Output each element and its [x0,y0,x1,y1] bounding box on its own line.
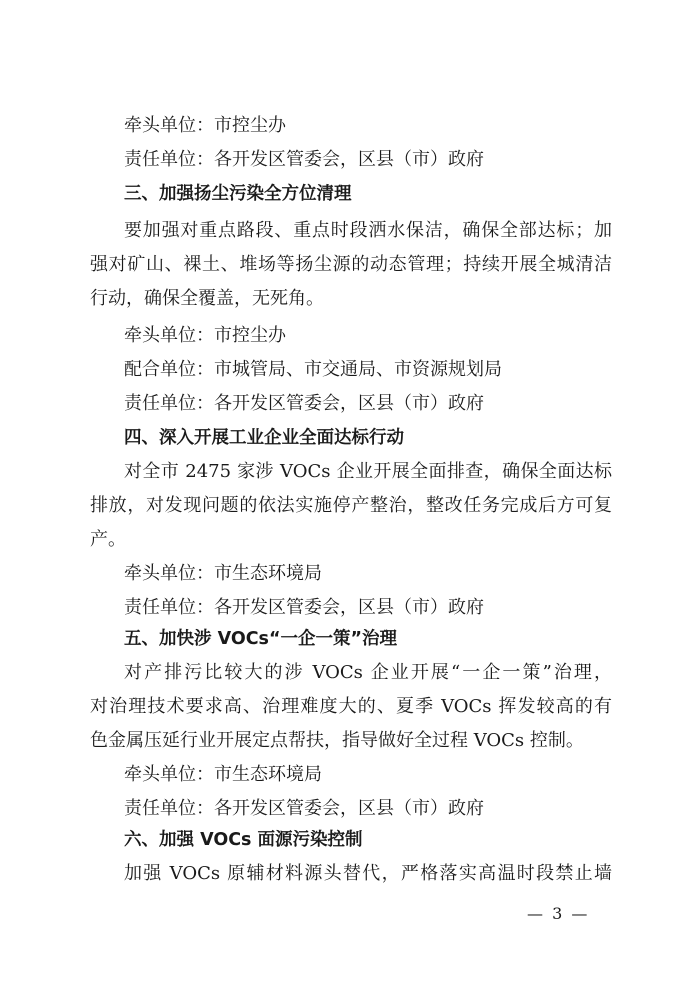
responsible-unit-line: 责任单位：各开发区管委会，区县（市）政府 [124,393,484,414]
lead-unit-line: 牵头单位：市生态环境局 [124,764,322,785]
paragraph-line: 色金属压延行业开展定点帮扶，指导做好全过程 VOCs 控制。 [90,730,584,751]
cooperating-unit-line: 配合单位：市城管局、市交通局、市资源规划局 [124,359,502,380]
paragraph-line: 对全市 2475 家涉 VOCs 企业开展全面排查，确保全面达标 [124,461,612,482]
lead-unit-line: 牵头单位：市生态环境局 [124,563,322,584]
paragraph-line: 对治理技术要求高、治理难度大的、夏季 VOCs 挥发较高的有 [90,696,612,717]
lead-unit-line: 牵头单位：市控尘办 [124,325,286,346]
responsible-unit-line: 责任单位：各开发区管委会，区县（市）政府 [124,798,484,819]
page-number: — 3 — [527,904,590,923]
paragraph-line: 排放，对发现问题的依法实施停产整治，整改任务完成后方可复 [90,495,612,516]
paragraph-line: 对产排污比较大的涉 VOCs 企业开展“一企一策”治理， [124,662,612,683]
responsible-unit-line: 责任单位：各开发区管委会，区县（市）政府 [124,597,484,618]
paragraph-line: 产。 [90,529,126,550]
paragraph-line: 要加强对重点路段、重点时段洒水保洁，确保全部达标；加 [124,220,612,241]
lead-unit-line: 牵头单位：市控尘办 [124,115,286,136]
paragraph-line: 加强 VOCs 原辅材料源头替代，严格落实高温时段禁止墙 [124,863,612,884]
section-heading: 三、加强扬尘污染全方位清理 [124,184,352,204]
section-heading: 五、加快涉 VOCs“一企一策”治理 [124,629,397,649]
responsible-unit-line: 责任单位：各开发区管委会，区县（市）政府 [124,149,484,170]
paragraph-line: 行动，确保全覆盖，无死角。 [90,288,324,309]
section-heading: 六、加强 VOCs 面源污染控制 [124,830,363,850]
paragraph-line: 强对矿山、裸土、堆场等扬尘源的动态管理；持续开展全城清洁 [90,254,612,275]
section-heading: 四、深入开展工业企业全面达标行动 [124,428,404,448]
